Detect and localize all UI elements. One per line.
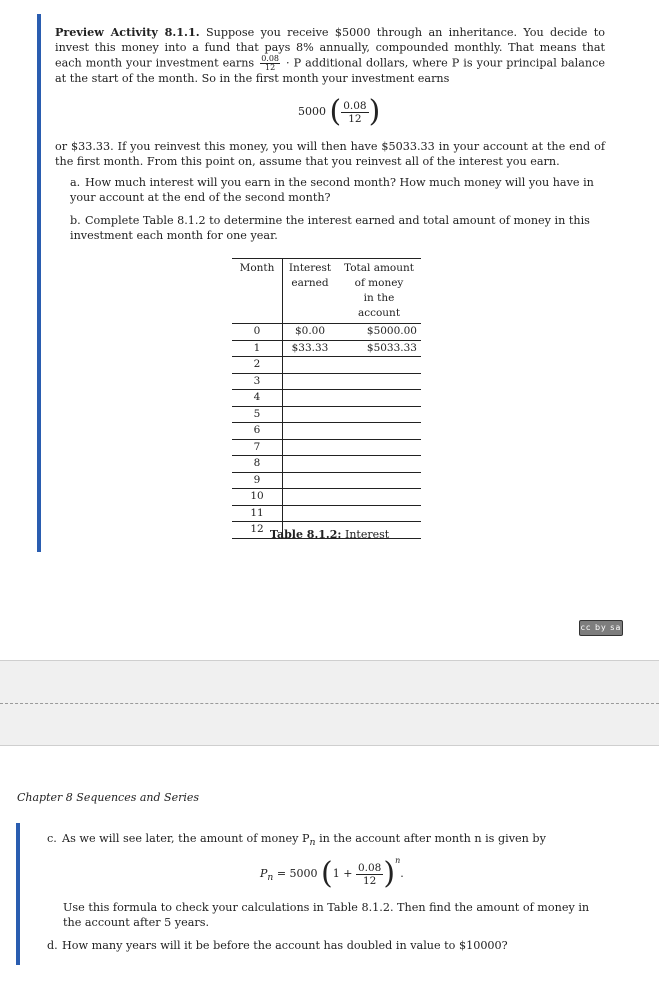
item-c-text-end: in the account after month n is given by	[319, 832, 546, 845]
cell-month: 2	[232, 357, 283, 374]
header-interest: Interest earned	[283, 259, 338, 324]
caption-text: Interest	[344, 528, 390, 541]
interest-table	[232, 258, 421, 539]
table-row	[232, 423, 421, 440]
item-c	[47, 832, 607, 851]
item-c-followup: Use this formula to check your calculations in Table 8.1.2. Then find the amount of money in the account after 5 years.	[63, 901, 590, 929]
table-row	[232, 456, 421, 473]
cell-interest: $33.33	[283, 340, 338, 357]
cell-month: 11	[232, 505, 283, 522]
rate-fraction	[260, 55, 280, 72]
formula-lhs: P	[260, 867, 268, 880]
table-row	[232, 439, 421, 456]
cell-month: 4	[232, 390, 283, 407]
first-month-equation: 5000 ( $\frac{0.08}{12}$)	[298, 94, 381, 129]
cell-interest	[283, 390, 338, 407]
item-c-subscript: n	[309, 837, 316, 849]
formula-exponent: n	[395, 856, 401, 865]
item-b	[70, 214, 605, 243]
formula-lhs-subscript: n	[267, 872, 274, 884]
cell-interest: $0.00	[283, 324, 338, 341]
page-break-line	[0, 703, 659, 704]
cell-total	[337, 472, 421, 489]
table-row	[232, 489, 421, 506]
cell-total	[337, 406, 421, 423]
table-row	[232, 406, 421, 423]
item-a-text: How much interest will you earn in the second month? How much money will you have in your account at the end of the second month?	[70, 176, 594, 204]
item-c-text: As we will see later, the amount of money P	[62, 832, 310, 845]
item-a	[70, 176, 605, 205]
cell-total	[337, 423, 421, 440]
cell-month: 3	[232, 373, 283, 390]
activity-accent-bar-2	[16, 823, 20, 965]
table-row	[232, 505, 421, 522]
cell-interest	[283, 373, 338, 390]
cell-total	[337, 456, 421, 473]
cell-total	[337, 489, 421, 506]
equation-numerator: 0.08	[343, 99, 367, 112]
table-header-row	[232, 259, 421, 324]
table-row	[232, 390, 421, 407]
cell-month: 5	[232, 406, 283, 423]
chapter-header: Chapter 8 Sequences and Series	[17, 791, 200, 804]
header-total: Total amount of money in the account	[337, 259, 421, 324]
equation-denominator: 12	[348, 112, 362, 125]
cell-total	[337, 357, 421, 374]
intro-text-2: · P additional dollars, where P is your principal balance at the start of the month. So in the first month your investment earns	[55, 56, 605, 86]
table-row	[232, 373, 421, 390]
cell-interest	[283, 472, 338, 489]
cell-total: $5000.00	[337, 324, 421, 341]
item-d	[47, 939, 607, 954]
formula-numerator: 0.08	[357, 861, 382, 874]
cell-interest	[283, 406, 338, 423]
cell-total	[337, 505, 421, 522]
cell-total	[337, 373, 421, 390]
equation-principal: 5000	[298, 105, 326, 118]
table-row	[232, 472, 421, 489]
cell-interest	[283, 357, 338, 374]
formula-one-plus: 1 +	[332, 867, 353, 880]
item-b-label: b.	[70, 214, 81, 227]
item-c-label: c.	[47, 832, 57, 845]
cell-interest	[283, 456, 338, 473]
formula-denominator: 12	[362, 874, 377, 887]
cell-month: 8	[232, 456, 283, 473]
item-b-text: Complete Table 8.1.2 to determine the interest earned and total amount of money in this investment each month for one year.	[70, 214, 590, 242]
cell-total	[337, 390, 421, 407]
activity-intro	[55, 25, 605, 87]
intro-text-1: Suppose you receive $5000 through an inheritance. You decide to invest this money into a fund that pays 8% annually, compounded monthly. That means that each month your investment earns	[55, 26, 605, 70]
rate-denominator: 12	[265, 63, 276, 73]
cell-interest	[283, 505, 338, 522]
cell-total: $5033.33	[337, 340, 421, 357]
item-a-label: a.	[70, 176, 81, 189]
cell-month: 0	[232, 324, 283, 341]
cell-month: 9	[232, 472, 283, 489]
item-d-label: d.	[47, 939, 58, 952]
table-caption	[0, 528, 659, 541]
cell-interest	[283, 439, 338, 456]
activity-title: Preview Activity 8.1.1.	[55, 25, 200, 39]
compound-formula: $P_n = 5000$ (1 + $\frac{0.08}{12})^n$.	[260, 856, 404, 891]
cell-total	[337, 439, 421, 456]
item-d-text: How many years will it be before the account has doubled in value to $10000?	[62, 939, 508, 952]
table-row	[232, 340, 421, 357]
after-equation-text: or $33.33. If you reinvest this money, you will then have $5033.33 in your account at the end of the first month. From this point on, assume that you reinvest all of the interest you earn.	[55, 140, 605, 168]
cell-interest	[283, 423, 338, 440]
cell-month: 1	[232, 340, 283, 357]
caption-label: Table 8.1.2:	[269, 528, 342, 541]
cell-month: 12	[232, 522, 283, 539]
cell-month: 10	[232, 489, 283, 506]
table-row	[232, 324, 421, 341]
cell-interest	[283, 489, 338, 506]
cc-license-badge[interactable]: cc by sa	[579, 620, 623, 636]
header-month: Month	[232, 259, 283, 324]
cell-month: 7	[232, 439, 283, 456]
cell-month: 6	[232, 423, 283, 440]
rate-numerator: 0.08	[261, 54, 279, 64]
formula-coefficient: = 5000	[276, 867, 318, 880]
activity-accent-bar	[37, 14, 41, 552]
table-row	[232, 357, 421, 374]
